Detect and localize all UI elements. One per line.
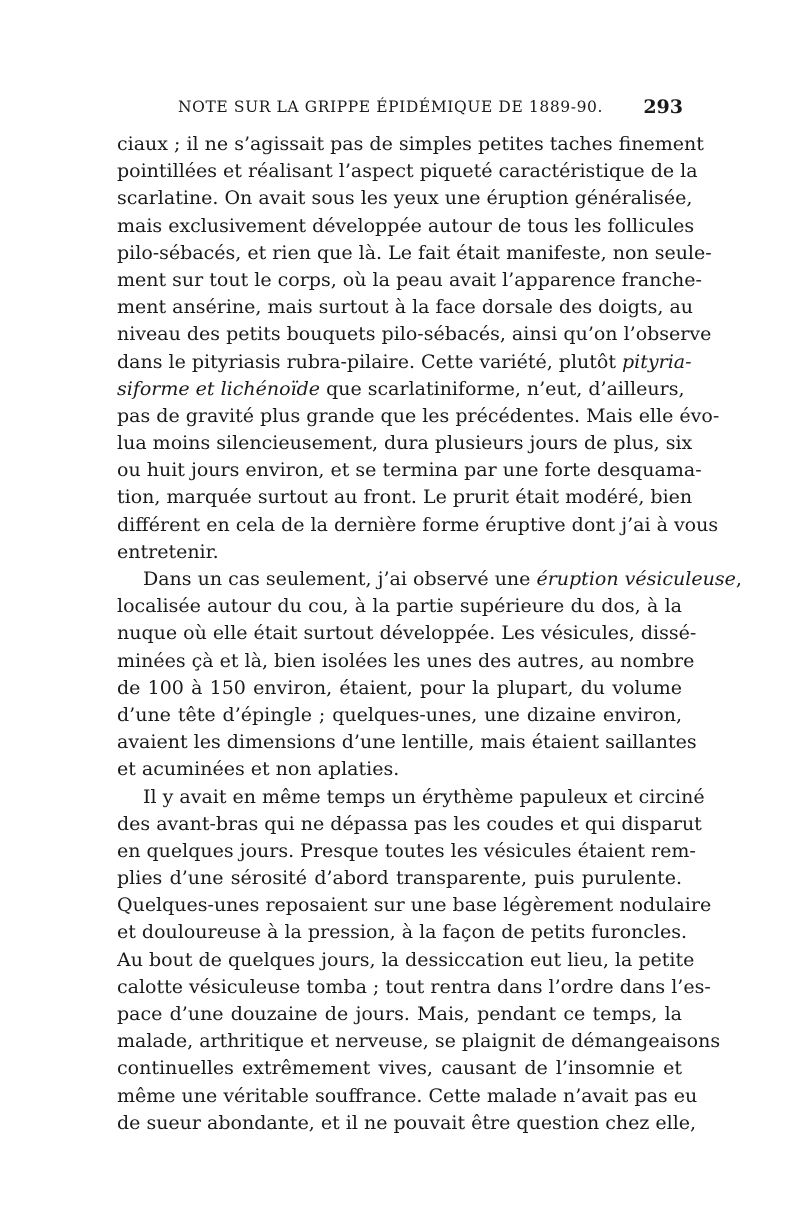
body-text <box>117 131 742 1137</box>
text-line-with-italic: Dans un cas seulement, j’ai observé une éruption vésiculeuse, <box>143 568 742 590</box>
text-line: malade, arthritique et nerveuse, se plaignit de démangeaisons <box>117 1030 721 1053</box>
text-line: calotte vésiculeuse tomba ; tout rentra dans l’ordre dans l’es- <box>117 975 711 998</box>
text-line: ou huit jours environ, et se termina par une forte desquama- <box>117 459 702 482</box>
text-line: avaient les dimensions d’une lentille, mais étaient saillantes <box>117 731 697 754</box>
text-line: pas de gravité plus grande que les précédentes. Mais elle évo- <box>117 404 720 427</box>
text-line: pace d’une douzaine de jours. Mais, pendant ce temps, la <box>117 1003 682 1025</box>
text-line: mais exclusivement développée autour de tous les follicules <box>117 214 695 237</box>
text-line: Quelques-unes reposaient sur une base légèrement nodulaire <box>117 894 712 917</box>
text-line: en quelques jours. Presque toutes les vésicules étaient rem- <box>117 839 696 862</box>
text-line-with-italic: dans le pityriasis rubra-pilaire. Cette variété, plutôt pityria- <box>117 350 692 373</box>
text-line: scarlatine. On avait sous les yeux une éruption généralisée, <box>117 187 693 210</box>
running-head <box>118 96 683 126</box>
paragraph-last-line: et acuminées et non aplaties. <box>117 758 400 781</box>
text-line: nuque où elle était surtout développée. Les vésicules, dissé- <box>117 622 697 645</box>
italic-term: pityria- <box>622 350 692 373</box>
text-line: même une véritable souffrance. Cette malade n’avait pas eu <box>117 1084 698 1107</box>
text-line: et douloureuse à la pression, à la façon de petits furoncles. <box>117 921 688 944</box>
text-line: d’une tête d’épingle ; quelques-unes, une dizaine environ, <box>117 703 682 726</box>
page-number: 293 <box>643 96 683 118</box>
text-line: niveau des petits bouquets pilo-sébacés, ainsi qu’on l’observe <box>117 323 712 346</box>
text-line: Il y avait en même temps un érythème papuleux et circiné <box>143 785 705 808</box>
text-line-with-italic: siforme et lichénoïde que scarlatiniforme, n’eut, d’ailleurs, <box>117 377 685 400</box>
text-line: des avant-bras qui ne dépassa pas les coudes et qui disparut <box>117 812 702 835</box>
text-line: lua moins silencieusement, dura plusieurs jours de plus, six <box>117 432 693 455</box>
text-line: pilo-sébacés, et rien que là. Le fait était manifeste, non seule- <box>117 241 712 264</box>
text-line: tion, marquée surtout au front. Le prurit était modéré, bien <box>117 486 693 509</box>
text-line: de 100 à 150 environ, étaient, pour la plupart, du volume <box>117 676 682 699</box>
paragraph-last-line: entretenir. <box>117 540 219 563</box>
text-line: pointillées et réalisant l’aspect piqueté caractéristique de la <box>117 160 698 183</box>
text-line: différent en cela de la dernière forme éruptive dont j’ai à vous <box>117 513 719 536</box>
italic-term: siforme et lichénoïde <box>117 377 321 400</box>
text-line: ment sur tout le corps, où la peau avait l’apparence franche- <box>117 268 702 291</box>
text-line: localisée autour du cou, à la partie supérieure du dos, à la <box>117 595 682 618</box>
text-line: plies d’une sérosité d’abord transparente, puis purulente. <box>117 867 682 890</box>
text-line: ment ansérine, mais surtout à la face dorsale des doigts, au <box>117 296 694 319</box>
text-line: de sueur abondante, et il ne pouvait être question chez elle, <box>117 1111 697 1134</box>
text-line: continuelles extrêmement vives, causant de l’insomnie et <box>117 1057 682 1080</box>
italic-term: éruption vésiculeuse <box>536 568 736 590</box>
text-line: Au bout de quelques jours, la dessiccation eut lieu, la petite <box>117 948 695 971</box>
text-line: minées çà et là, bien isolées les unes des autres, au nombre <box>117 649 695 672</box>
running-title: NOTE SUR LA GRIPPE ÉPIDÉMIQUE DE 1889-90. <box>178 98 604 116</box>
text-line: ciaux ; il ne s’agissait pas de simples petites taches finement <box>117 133 704 155</box>
